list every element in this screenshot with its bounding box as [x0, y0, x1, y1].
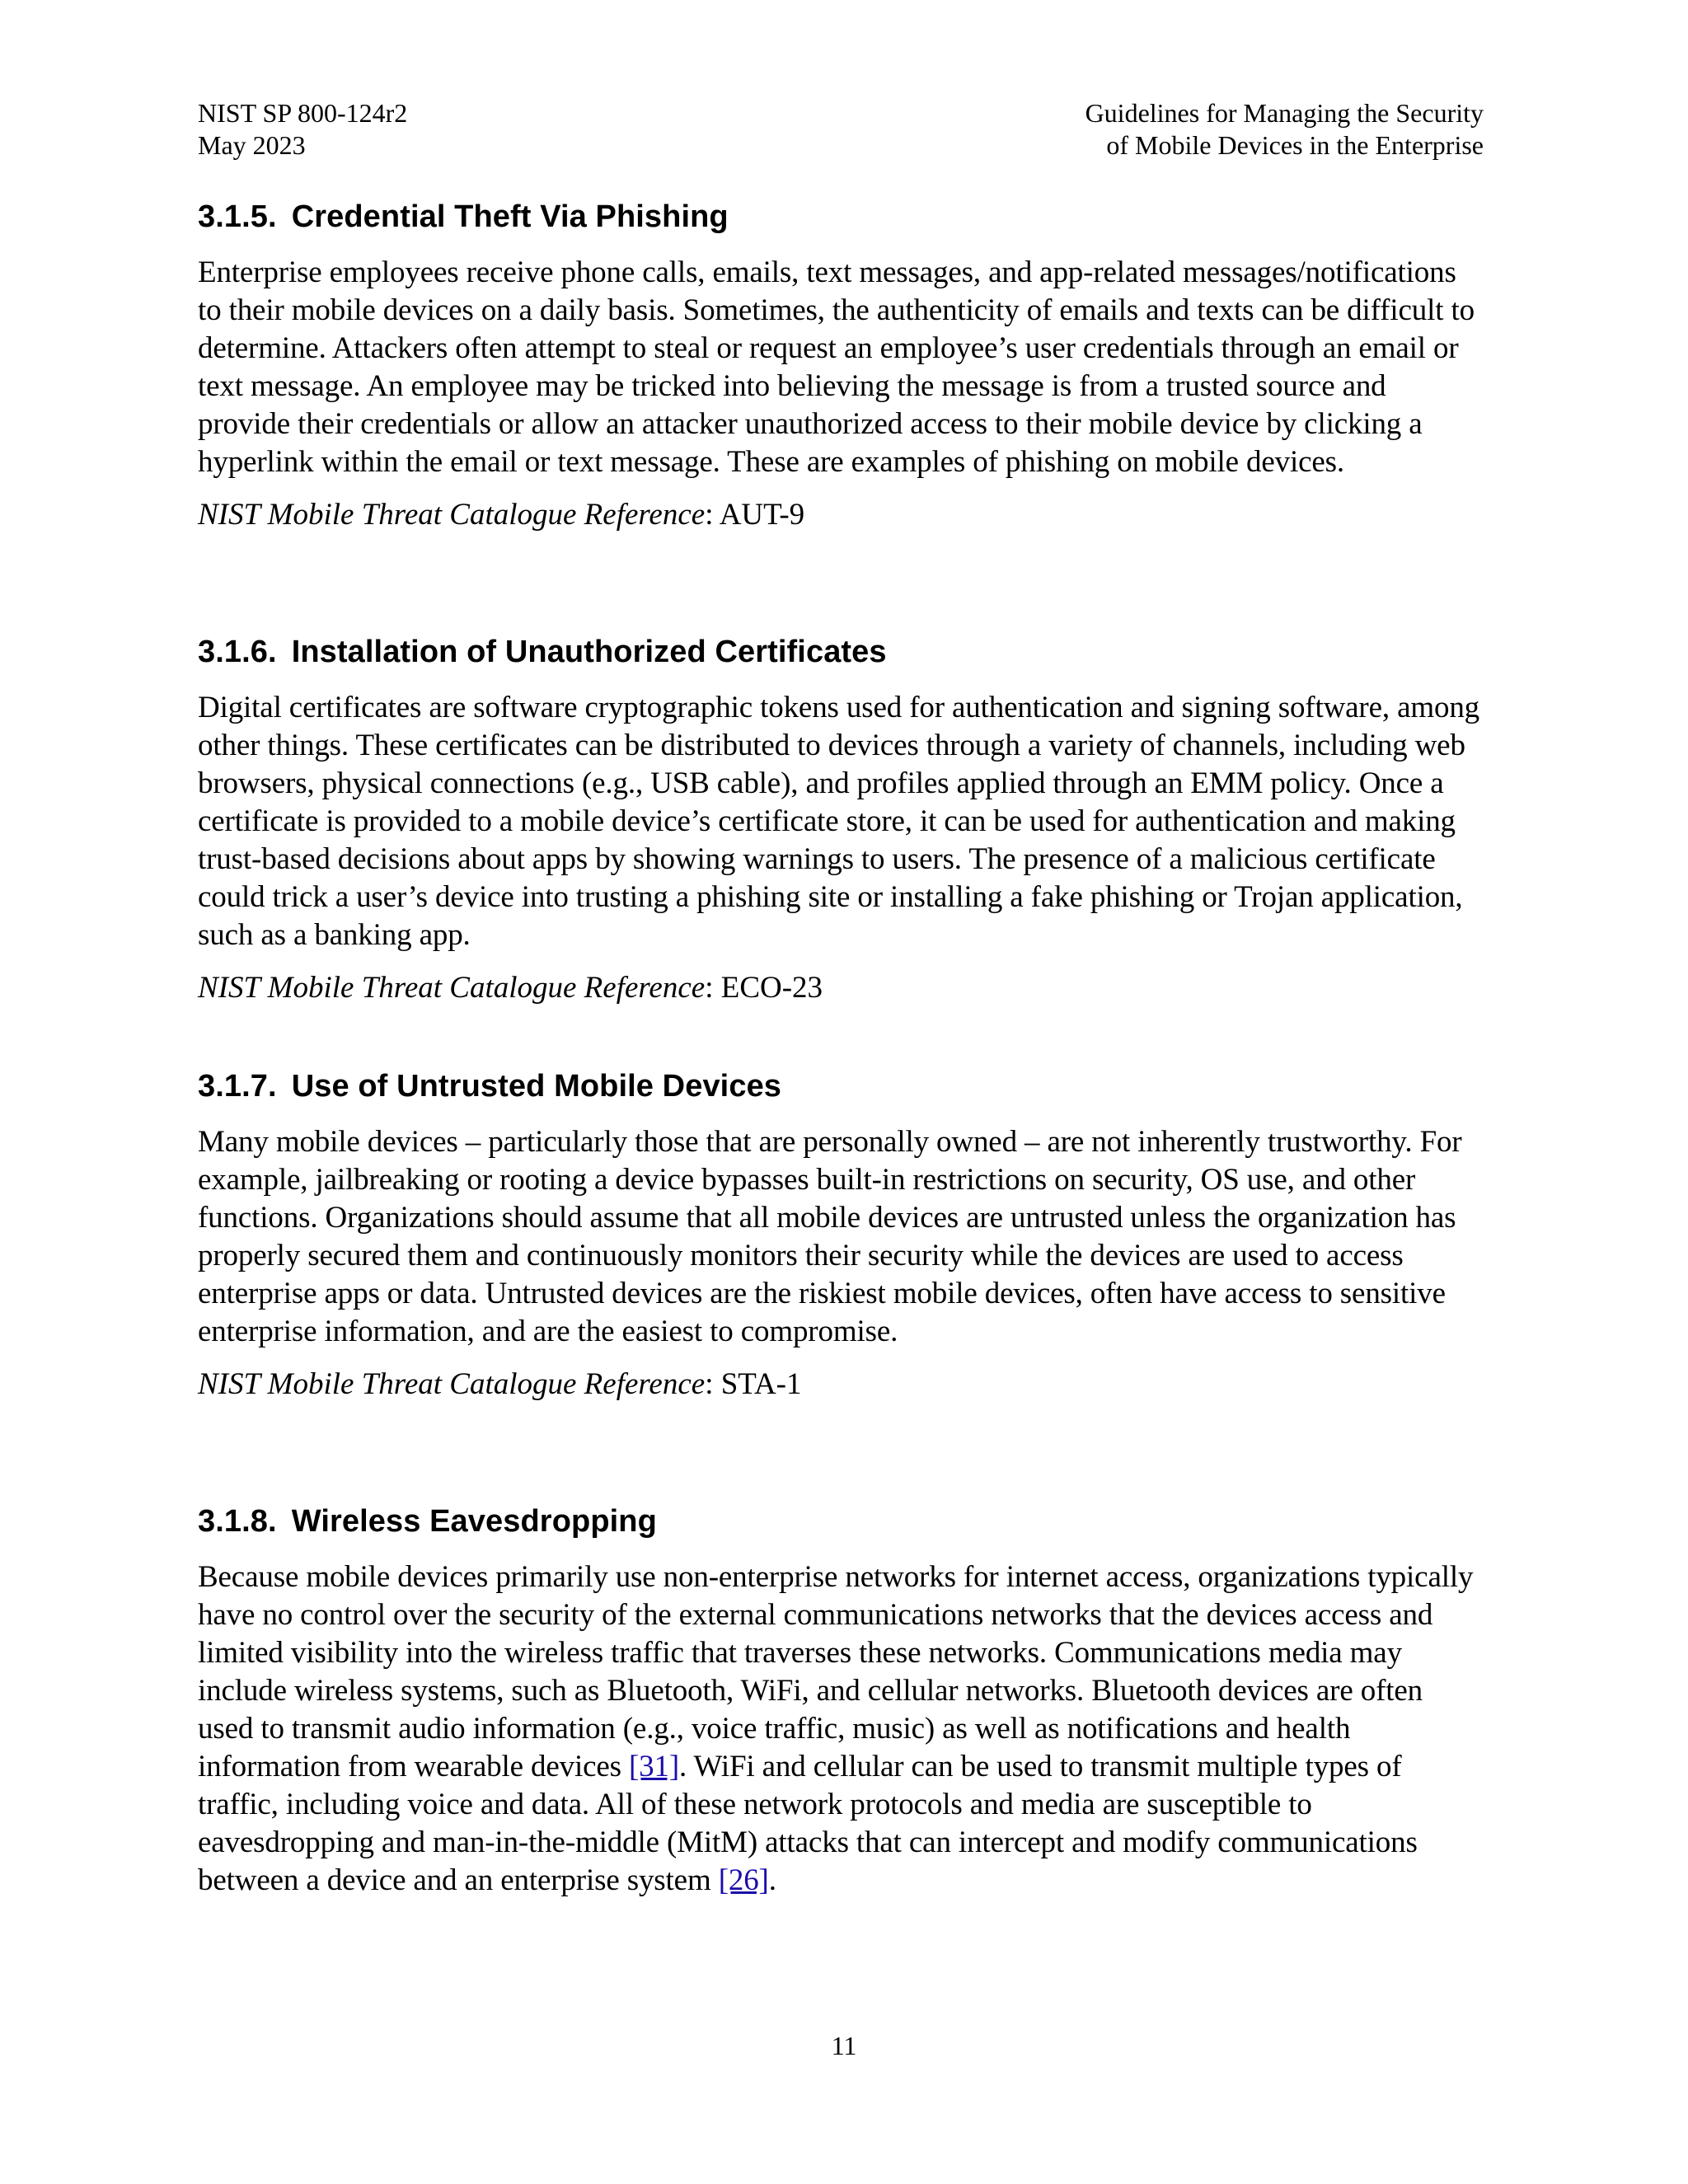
body-text-part: .	[768, 1863, 776, 1897]
reference-value: : AUT-9	[705, 498, 805, 532]
section-number: 3.1.7.	[198, 1069, 277, 1104]
section-wireless-eavesdropping	[198, 1502, 1484, 1915]
section-heading	[198, 1067, 1484, 1105]
section-number: 3.1.8.	[198, 1504, 277, 1539]
threat-catalogue-reference	[198, 969, 1484, 1007]
citation-link-31[interactable]: [31]	[628, 1750, 680, 1783]
section-body: Digital certificates are software cryptographic tokens used for authentication and signing software, among other things. These certificates can be distributed to devices through a variety of channels, including web browsers, physical connections (e.g., USB cable), and profiles applied through an EMM policy. Once a certificate is provided to a mobile device’s certificate store, it can be used for authentication and making trust-based decisions about apps by showing warnings to users. The presence of a malicious certificate could trick a user’s device into trusting a phishing site or installing a fake phishing or Trojan application, such as a banking app.	[198, 691, 1480, 952]
body-text-part: Because mobile devices primarily use non-enterprise networks for internet access, organizations typically have no control over the security of the external communications networks that the devices access and limited visibility into the wireless traffic that traverses these networks. Communications media may include wireless systems, such as Bluetooth, WiFi, and cellular networks. Bluetooth devices are often used to transmit audio information (e.g., voice traffic, music) as well as notifications and health information from wearable devices	[198, 1560, 1474, 1783]
section-title: Credential Theft Via Phishing	[291, 199, 729, 234]
section-untrusted-devices	[198, 1067, 1484, 1404]
section-body	[198, 1558, 1484, 1900]
threat-catalogue-reference	[198, 1366, 1484, 1404]
reference-value: : ECO-23	[705, 971, 823, 1005]
threat-catalogue-reference	[198, 496, 1484, 534]
section-title: Wireless Eavesdropping	[291, 1504, 657, 1539]
section-heading	[198, 1502, 1484, 1540]
section-heading	[198, 633, 1484, 671]
page-number: 11	[831, 2031, 857, 2060]
header-left	[198, 97, 407, 162]
section-unauthorized-certificates	[198, 633, 1484, 1007]
document-title-line2: of Mobile Devices in the Enterprise	[1106, 130, 1484, 160]
section-number: 3.1.6.	[198, 635, 277, 669]
header-right	[1085, 97, 1484, 162]
section-number: 3.1.5.	[198, 199, 277, 234]
body-text-part: . WiFi and cellular can be used to transmit multiple types of traffic, including voice and data. All of these network protocols and media are susceptible to eavesdropping and man-in-the-middle (MitM) attacks that can intercept and modify communications between a device and an enterprise system	[198, 1750, 1418, 1897]
document-id: NIST SP 800-124r2	[198, 98, 408, 128]
citation-link-26[interactable]: [26]	[718, 1863, 769, 1897]
reference-label: NIST Mobile Threat Catalogue Reference	[198, 1367, 706, 1401]
section-body: Enterprise employees receive phone calls, emails, text messages, and app-related messages/notifications to their mobile devices on a daily basis. Sometimes, the authenticity of emails and texts can be difficult to determine. Attackers often attempt to steal or request an employee’s user credentials through an email or text message. An employee may be tricked into believing the message is from a trusted source and provide their credentials or allow an attacker unauthorized access to their mobile device by clicking a hyperlink within the email or text message. These are examples of phishing on mobile devices.	[198, 255, 1475, 479]
reference-label: NIST Mobile Threat Catalogue Reference	[198, 498, 706, 532]
document-page	[198, 97, 1484, 1897]
section-title: Installation of Unauthorized Certificates	[291, 635, 887, 669]
reference-value: : STA-1	[705, 1367, 802, 1401]
section-body: Many mobile devices – particularly those that are personally owned – are not inherently trustworthy. For example, jailbreaking or rooting a device bypasses built-in restrictions on security, OS use, and other functions. Organizations should assume that all mobile devices are untrusted unless the organization has properly secured them and continuously monitors their security while the devices are used to access enterprise apps or data. Untrusted devices are the riskiest mobile devices, often have access to sensitive enterprise information, and are the easiest to compromise.	[198, 1125, 1462, 1348]
section-heading	[198, 198, 1484, 236]
section-credential-theft	[198, 198, 1484, 534]
section-title: Use of Untrusted Mobile Devices	[291, 1069, 782, 1104]
document-date: May 2023	[198, 130, 306, 160]
reference-label: NIST Mobile Threat Catalogue Reference	[198, 971, 706, 1005]
document-title-line1: Guidelines for Managing the Security	[1085, 98, 1484, 128]
running-header	[198, 97, 1484, 162]
